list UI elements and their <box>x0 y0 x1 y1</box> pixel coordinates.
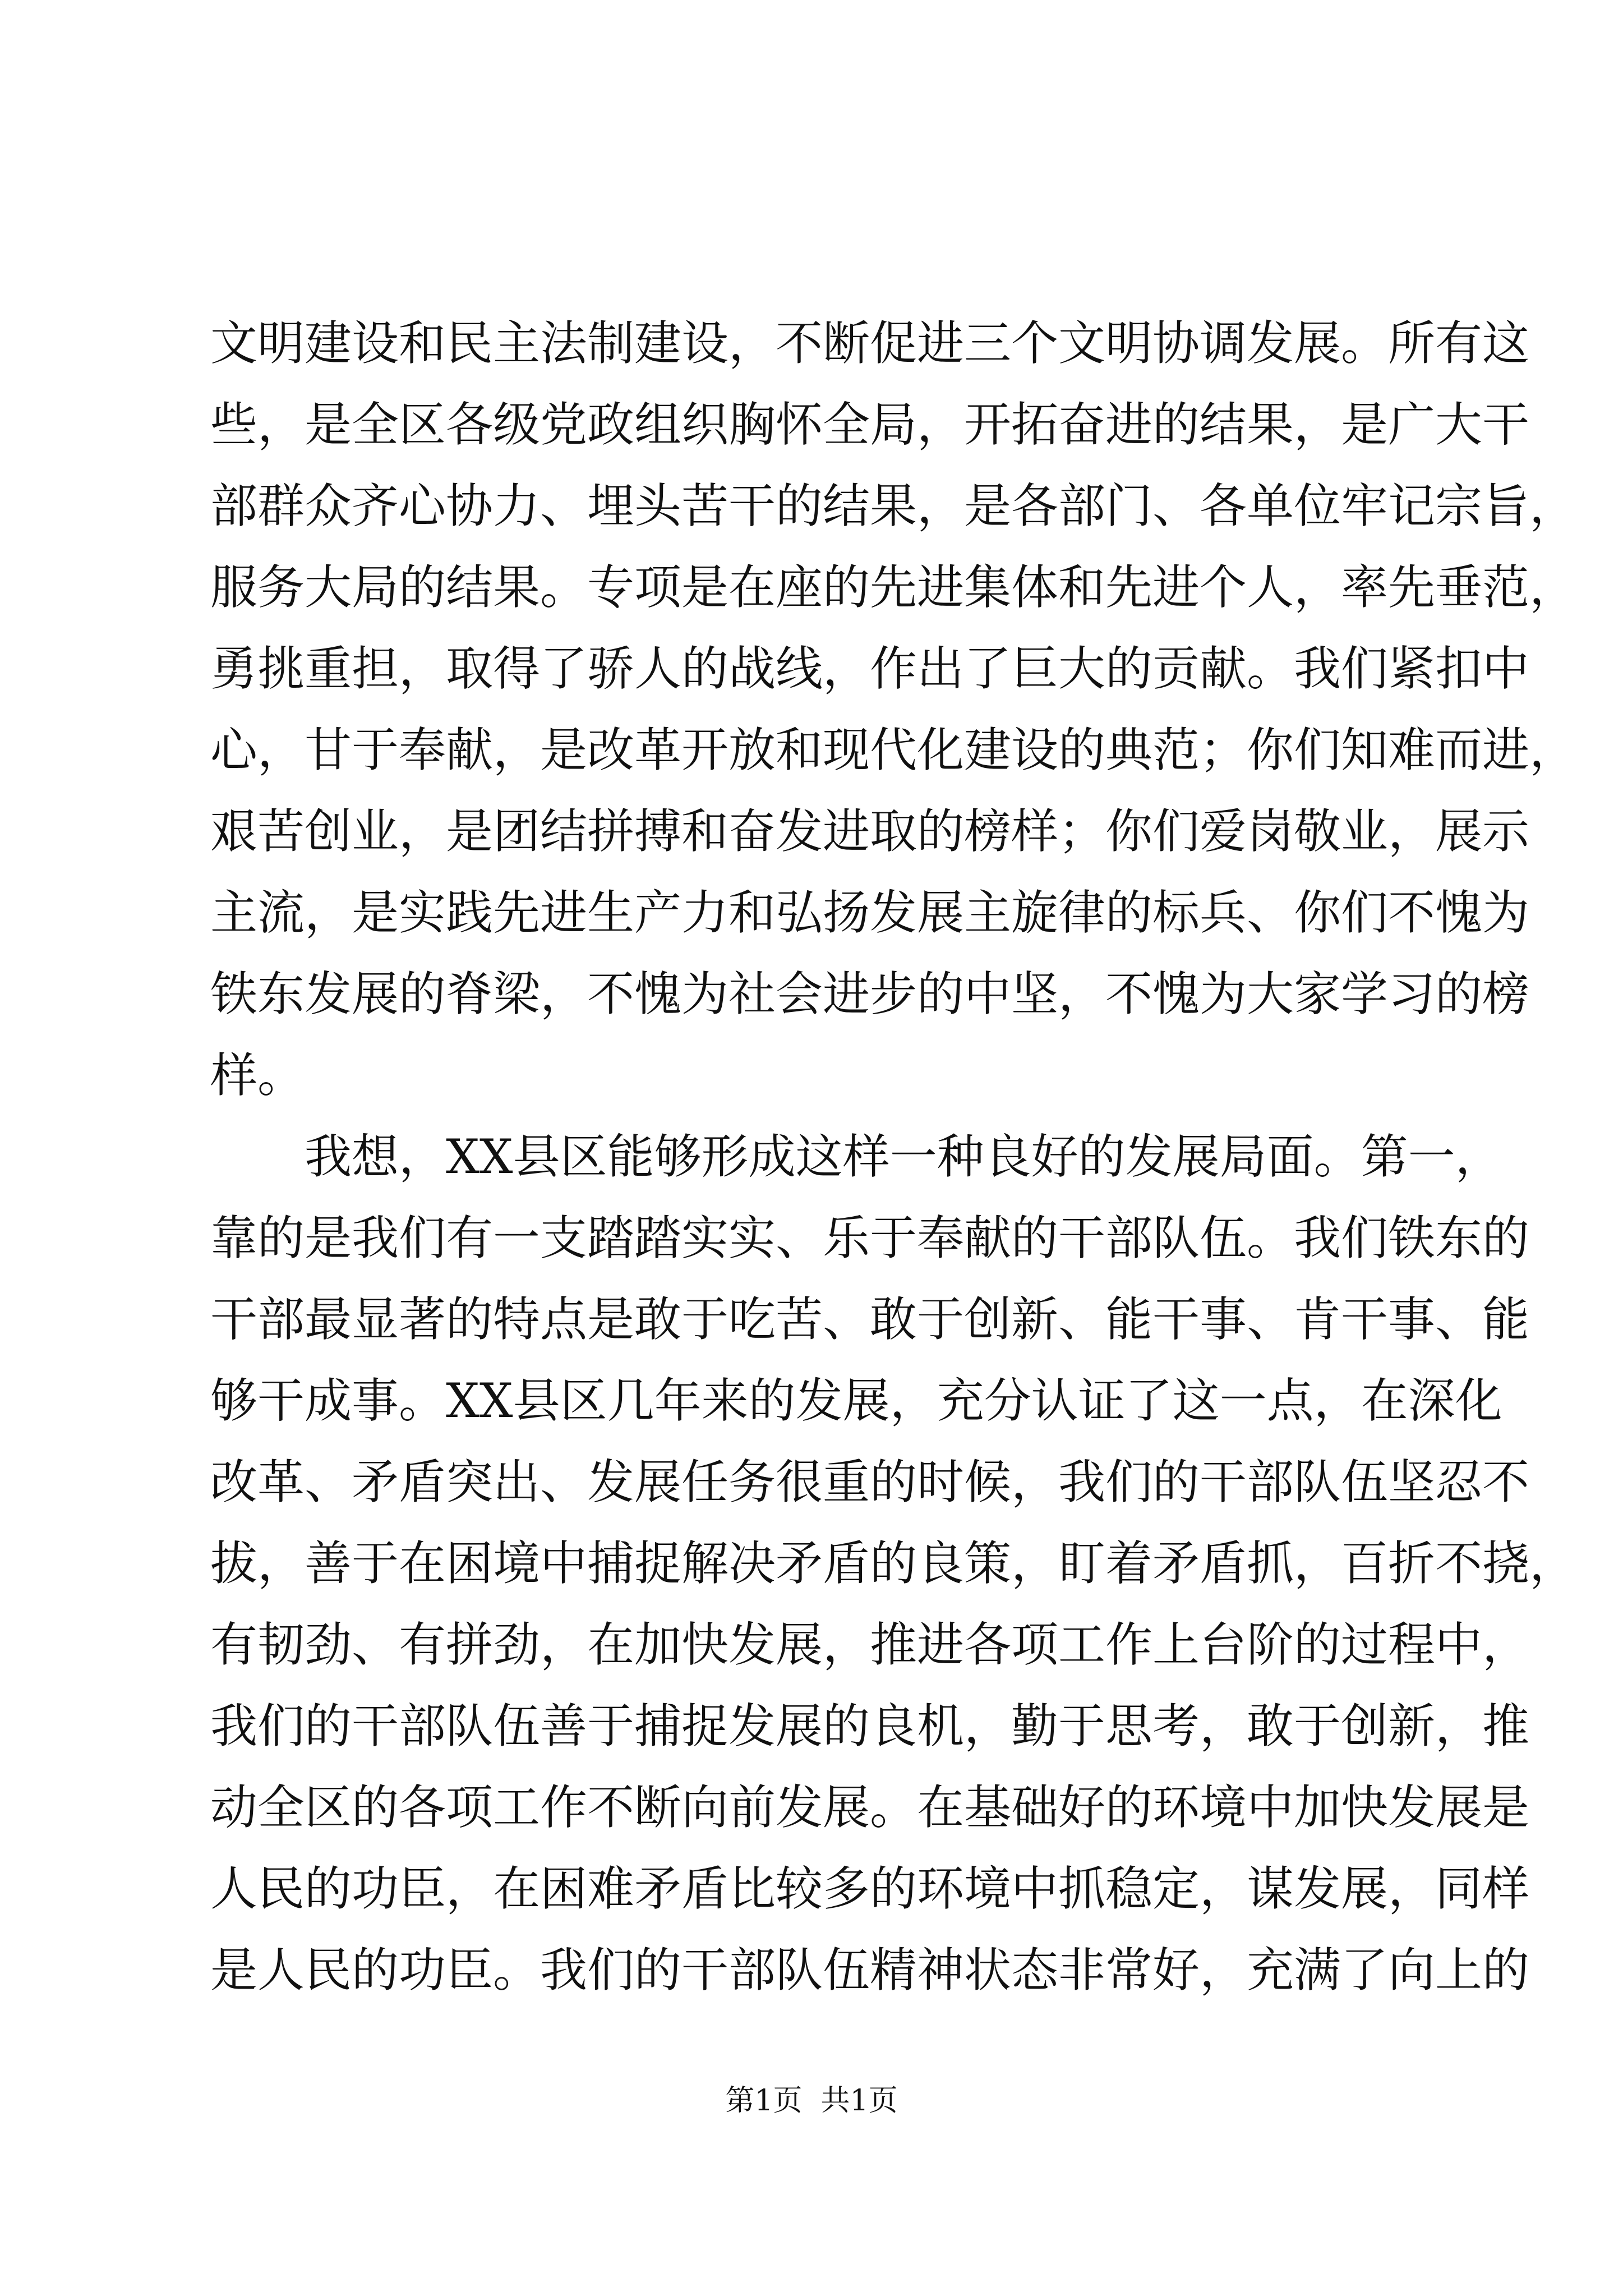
text-line: 服务大局的结果。专项是在座的先进集体和先进个人，率先垂范， <box>210 560 1577 615</box>
text-line: 我想，XX县区能够形成这样一种良好的发展局面。第一， <box>305 1129 1502 1184</box>
text-line: 心，甘于奉献，是改革开放和现代化建设的典范；你们知难而进， <box>210 723 1577 777</box>
text-line: 文明建设和民主法制建设，不断促进三个文明协调发展。所有这 <box>210 316 1530 371</box>
text-line: 我们的干部队伍善于捕捉发展的良机，勤于思考，敢于创新，推 <box>210 1699 1530 1754</box>
text-line: 勇挑重担，取得了骄人的战线，作出了巨大的贡献。我们紧扣中 <box>210 641 1530 696</box>
text-line: 铁东发展的脊梁，不愧为社会进步的中坚，不愧为大家学习的榜 <box>210 967 1530 1022</box>
text-line: 靠的是我们有一支踏踏实实、乐于奉献的干部队伍。我们铁东的 <box>210 1211 1530 1266</box>
text-line: 动全区的各项工作不断向前发展。在基础好的环境中加快发展是 <box>210 1780 1530 1835</box>
text-line: 样。 <box>210 1048 305 1103</box>
text-line: 主流，是实践先进生产力和弘扬发展主旋律的标兵、你们不愧为 <box>210 885 1530 940</box>
text-line: 人民的功臣，在困难矛盾比较多的环境中抓稳定，谋发展，同样 <box>210 1861 1530 1916</box>
text-line: 艰苦创业，是团结拼搏和奋发进取的榜样；你们爱岗敬业，展示 <box>210 804 1530 859</box>
text-line: 些，是全区各级党政组织胸怀全局，开拓奋进的结果，是广大干 <box>210 397 1530 452</box>
text-line: 够干成事。XX县区几年来的发展，充分认证了这一点，在深化 <box>210 1373 1502 1428</box>
page-footer: 第1页 共1页 <box>725 2084 898 2118</box>
text-line: 是人民的功臣。我们的干部队伍精神状态非常好，充满了向上的 <box>210 1943 1530 1998</box>
paragraph-1 <box>210 303 1577 1116</box>
text-line: 拔，善于在困境中捕捉解决矛盾的良策，盯着矛盾抓，百折不挠， <box>210 1536 1577 1591</box>
text-line: 有韧劲、有拼劲，在加快发展，推进各项工作上台阶的过程中， <box>210 1617 1530 1672</box>
document-body <box>210 303 1577 2011</box>
text-line: 干部最显著的特点是敢于吃苦、敢于创新、能干事、肯干事、能 <box>210 1292 1530 1347</box>
text-line: 改革、矛盾突出、发展任务很重的时候，我们的干部队伍坚忍不 <box>210 1455 1530 1510</box>
paragraph-2 <box>210 1116 1577 2011</box>
text-line: 部群众齐心协力、埋头苦干的结果，是各部门、各单位牢记宗旨， <box>210 478 1577 533</box>
